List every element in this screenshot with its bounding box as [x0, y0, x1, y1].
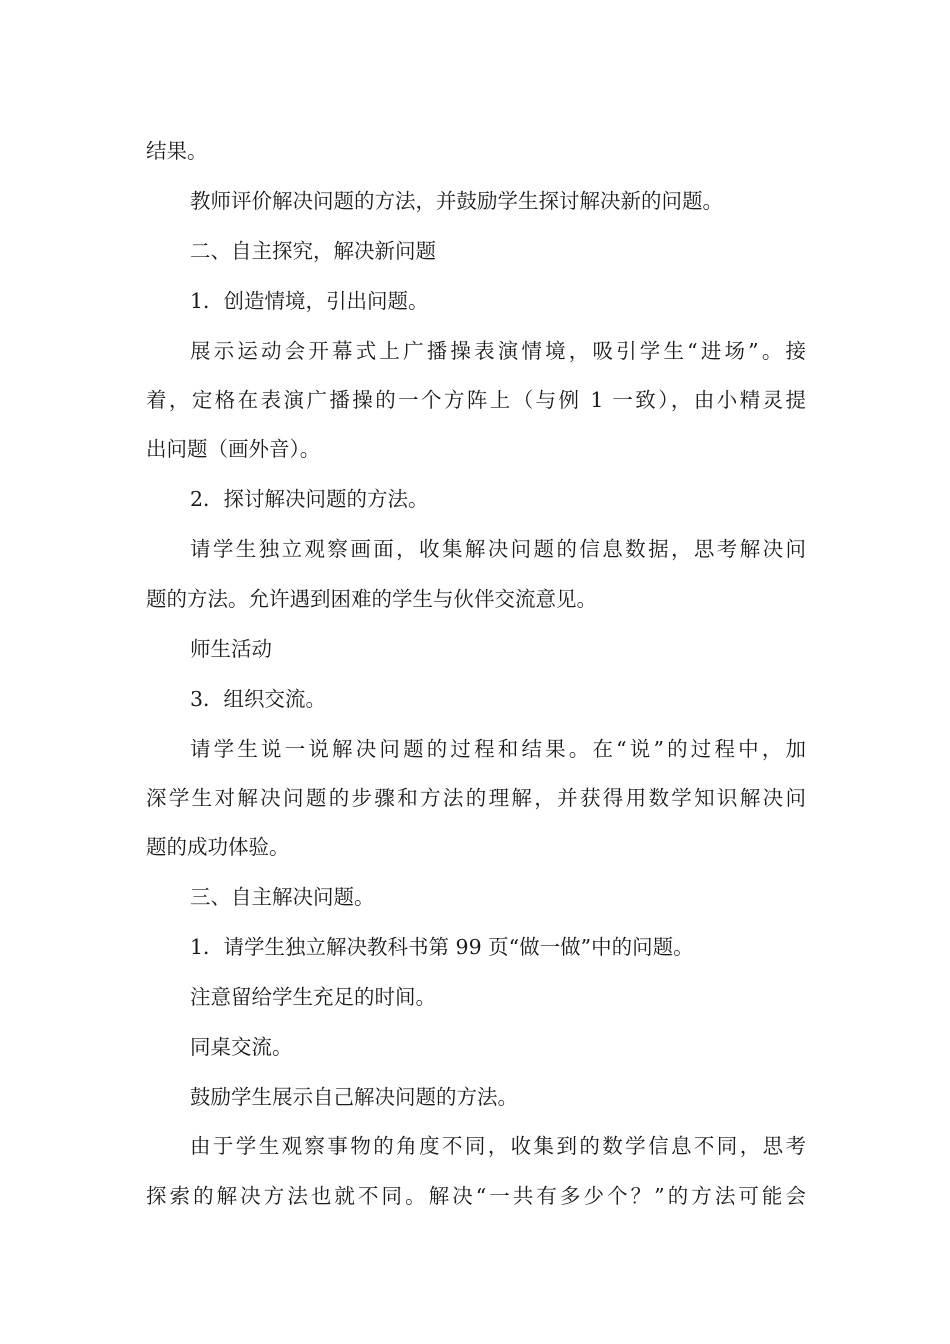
- section-heading: 二、自主探究，解决新问题: [190, 239, 436, 263]
- text-line: 注意留给学生充足的时间。: [190, 985, 436, 1009]
- text-line: 师生活动: [190, 637, 272, 661]
- paragraph-line: 着，定格在表演广播操的一个方阵上（与例 1 一致），由小精灵提: [146, 388, 806, 412]
- subsection-heading: 3．组织交流。: [190, 687, 327, 711]
- paragraph-line: 探索的解决方法也就不同。解决“一共有多少个？”的方法可能会: [146, 1184, 806, 1208]
- subsection-heading: 2．探讨解决问题的方法。: [190, 487, 429, 511]
- text-line: 教师评价解决问题的方法，并鼓励学生探讨解决新的问题。: [190, 189, 723, 213]
- paragraph-line: 请学生说一说解决问题的过程和结果。在“说”的过程中，加: [190, 737, 806, 761]
- text-line: 同桌交流。: [190, 1035, 293, 1059]
- paragraph-line: 出问题（画外音）。: [146, 437, 321, 461]
- paragraph-line: 请学生独立观察画面，收集解决问题的信息数据，思考解决问: [190, 537, 806, 561]
- text-line: 鼓励学生展示自己解决问题的方法。: [190, 1085, 518, 1109]
- paragraph-line: 由于学生观察事物的角度不同，收集到的数学信息不同，思考: [190, 1134, 806, 1158]
- text-line: 结果。: [146, 139, 208, 163]
- paragraph-line: 题的成功体验。: [146, 835, 290, 859]
- text-line: 1．请学生独立解决教科书第 99 页“做一做”中的问题。: [190, 935, 694, 959]
- paragraph-line: 深学生对解决问题的步骤和方法的理解，并获得用数学知识解决问: [146, 786, 806, 810]
- subsection-heading: 1．创造情境，引出问题。: [190, 289, 429, 313]
- section-heading: 三、自主解决问题。: [190, 885, 375, 909]
- paragraph-line: 题的方法。允许遇到困难的学生与伙伴交流意见。: [146, 587, 597, 611]
- paragraph-line: 展示运动会开幕式上广播操表演情境，吸引学生“进场”。接: [190, 339, 806, 363]
